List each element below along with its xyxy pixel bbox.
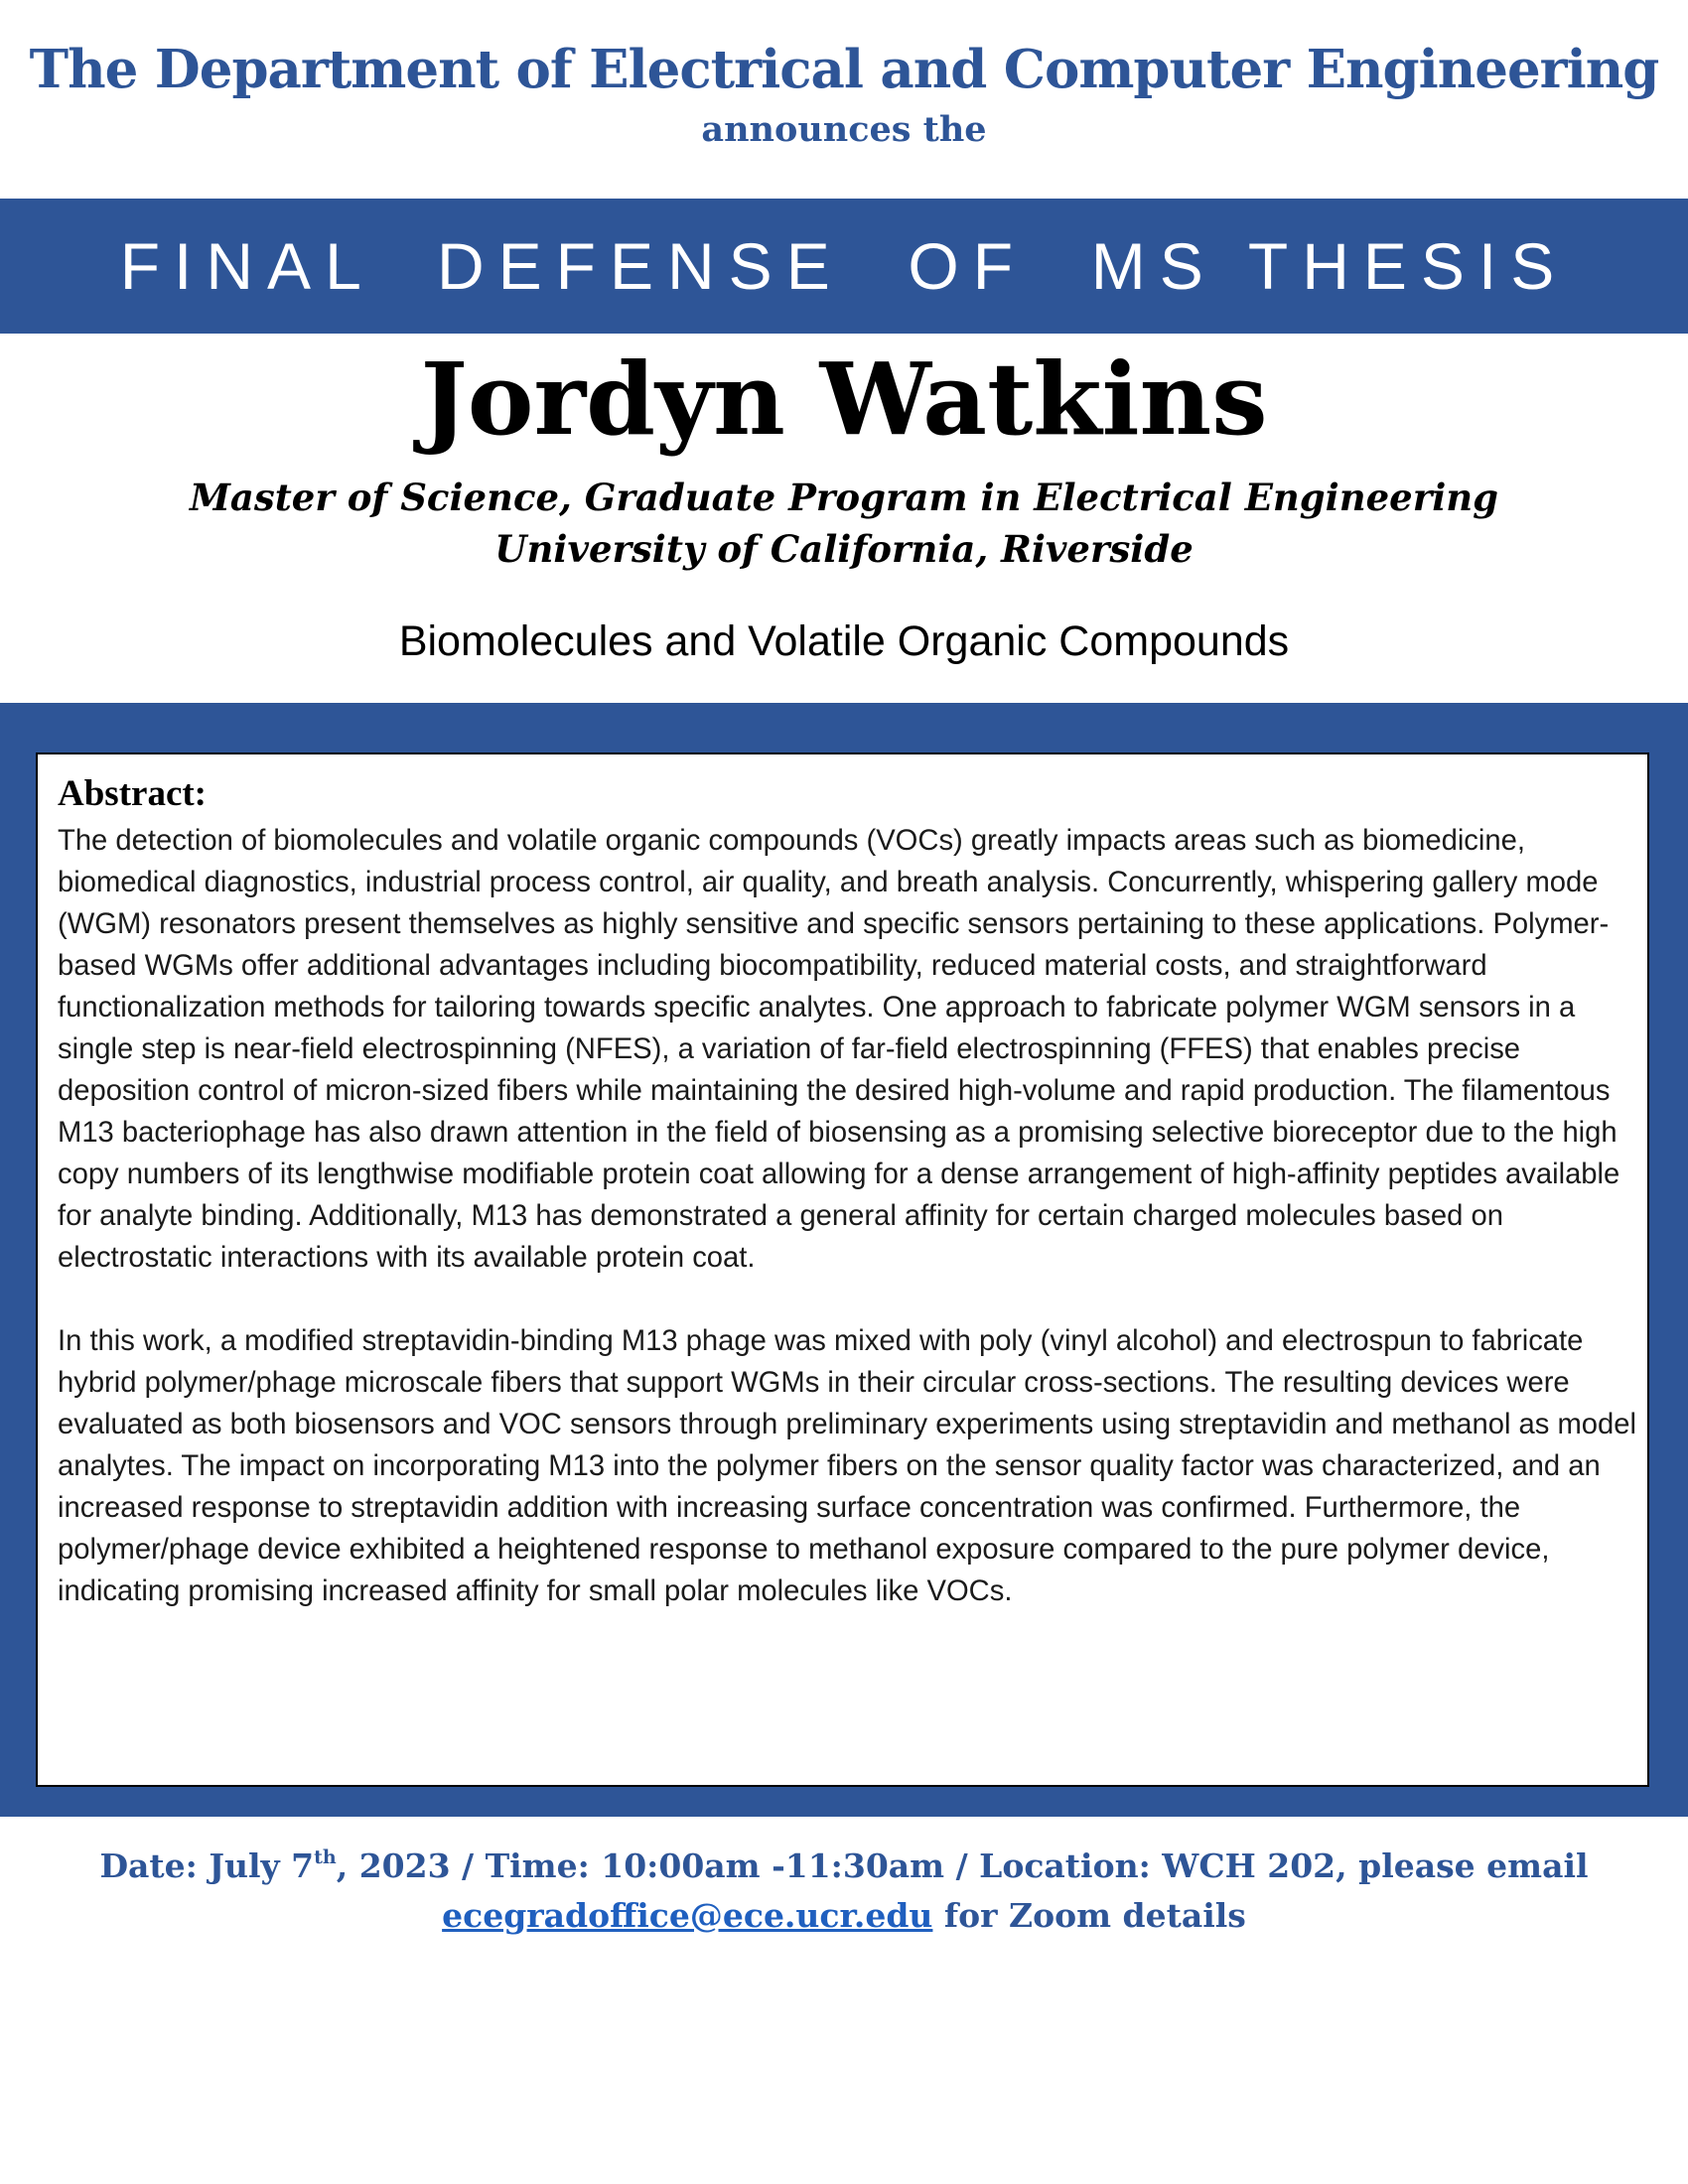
thesis-title: Biomolecules and Volatile Organic Compounds <box>398 617 1290 665</box>
event-details-line1 <box>0 1842 1688 1891</box>
banner-title: FINAL DEFENSE OF MS THESIS <box>119 229 1569 303</box>
email-link[interactable]: ecegradoffice@ece.ucr.edu <box>442 1896 933 1935</box>
date-prefix: Date: July 7 <box>99 1846 315 1885</box>
event-details-line2 <box>0 1891 1688 1941</box>
time-location: , 2023 / Time: 10:00am -11:30am / Location: WCH 202, please email <box>336 1846 1589 1885</box>
announces-line: announces the <box>701 109 987 150</box>
abstract-heading: Abstract: <box>58 773 208 814</box>
candidate-name: Jordyn Watkins <box>420 341 1268 458</box>
department-heading: The Department of Electrical and Computer Engineering <box>29 39 1659 100</box>
abstract-body <box>58 820 1641 1612</box>
abstract-paragraph: In this work, a modified streptavidin-binding M13 phage was mixed with poly (vinyl alcohol) and electrospun to fabricate hybrid polymer/phage microscale fibers that support WGMs in their circular cross-sections. The resulting devices were evaluated as both biosensors and VOC sensors through preliminary experiments using streptavidin and methanol as model analytes. The impact on incorporating M13 into the polymer fibers on the sensor quality factor was characterized, and an increased response to streptavidin addition with increasing surface concentration was confirmed. Furthermore, the polymer/phage device exhibited a heightened response to methanol exposure compared to the pure polymer device, indicating promising increased affinity for small polar molecules like VOCs. <box>58 1325 1636 1607</box>
abstract-paragraph: The detection of biomolecules and volatile organic compounds (VOCs) greatly impacts areas such as biomedicine, biomedical diagnostics, industrial process control, air quality, and breath analysis. Concurrently, whispering gallery mode (WGM) resonators present themselves as highly sensitive and specific sensors pertaining to these applications. Polymer-based WGMs offer additional advantages including biocompatibility, reduced material costs, and straightforward functionalization methods for tailoring towards specific analytes. One approach to fabricate polymer WGM sensors in a single step is near-field electrospinning (NFES), a variation of far-field electrospinning (FFES) that enables precise deposition control of micron-sized fibers while maintaining the desired high-volume and rapid production. The filamentous M13 bacteriophage has also drawn attention in the field of biosensing as a promising selective bioreceptor due to the high copy numbers of its lengthwise modifiable protein coat allowing for a dense arrangement of high-affinity peptides available for analyte binding. Additionally, M13 has demonstrated a general affinity for certain charged molecules based on electrostatic interactions with its available protein coat. <box>58 825 1620 1274</box>
university-line: University of California, Riverside <box>494 527 1194 571</box>
program-line: Master of Science, Graduate Program in Electrical Engineering <box>189 476 1499 519</box>
program-block <box>0 472 1688 575</box>
event-details <box>0 1842 1688 1941</box>
date-ordinal: th <box>314 1846 337 1868</box>
zoom-note: for Zoom details <box>932 1896 1246 1935</box>
